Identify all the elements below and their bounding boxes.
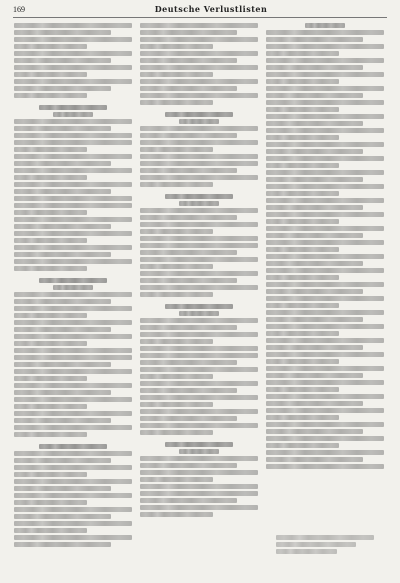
page-title: Deutsche Verlustlisten: [154, 4, 268, 14]
left-text-column: [14, 23, 132, 571]
header-divider: [13, 17, 387, 18]
page-header: [13, 3, 387, 15]
middle-text-column: [140, 23, 258, 571]
bottom-note: [276, 535, 374, 557]
right-text-column: [266, 23, 384, 571]
page-number: 169: [13, 4, 25, 14]
